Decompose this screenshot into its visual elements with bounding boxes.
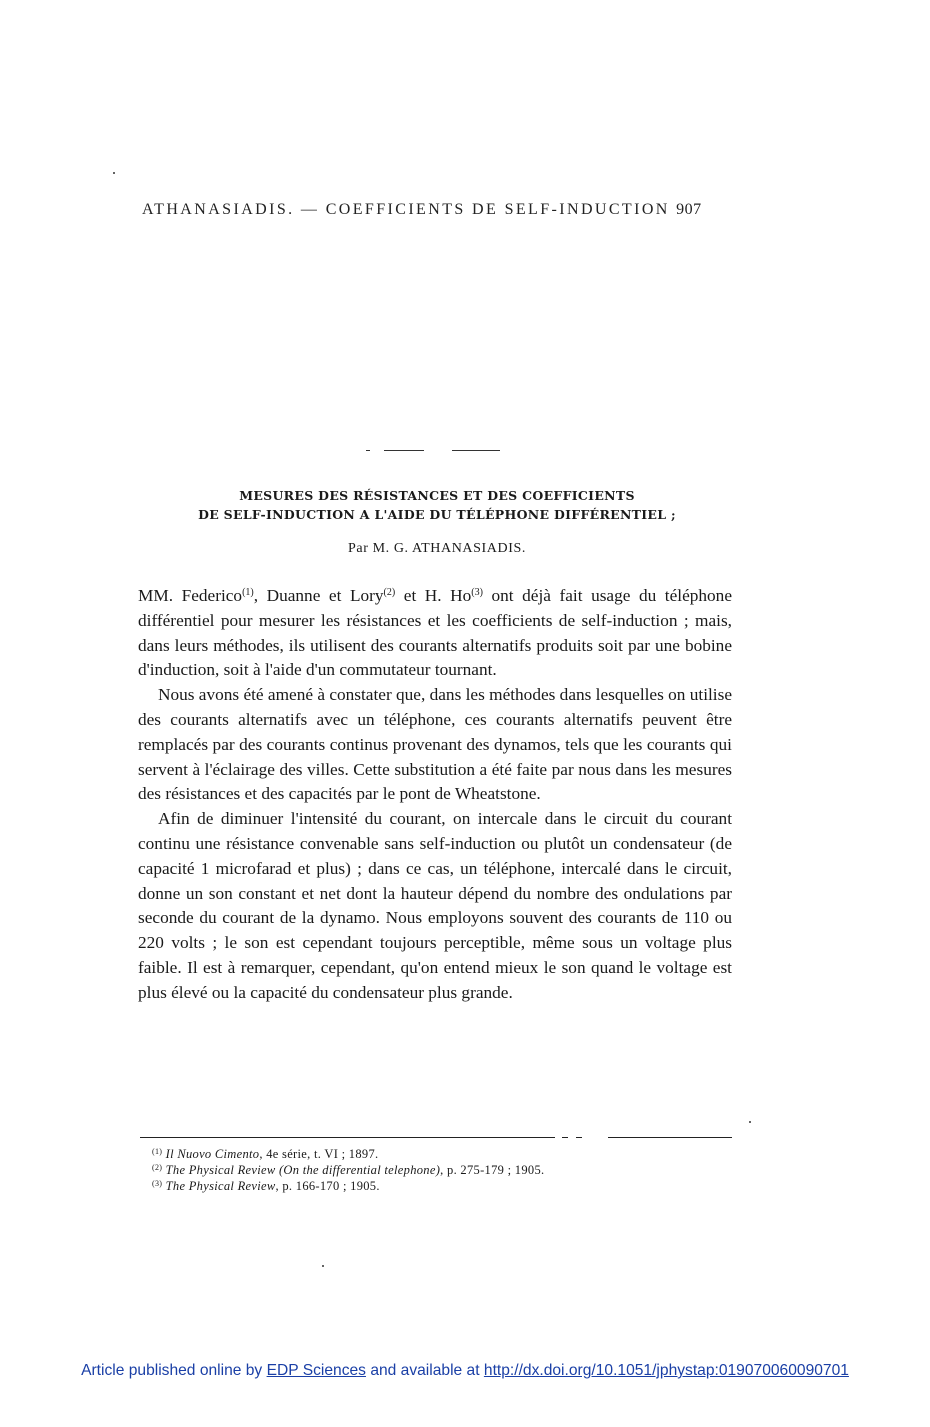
paragraph: Nous avons été amené à constater que, dans les méthodes dans lesquelles on utilise des courants alternatifs avec un téléphone, ces courants alternatifs peuvent être remplacés par des courants continus provenant des dynamos, tels que les courants qui servent à l'éclairage des villes. Cette substitution a été faite par nous dans les mesures des résistances et des capacités par le pont de Wheatstone. (138, 685, 732, 804)
speck (749, 1121, 751, 1123)
article-subtitle: (On the differential telephone) (275, 1163, 441, 1177)
footnote-rule (608, 1137, 732, 1138)
footnote (152, 1146, 732, 1162)
footnote-mark: (3) (152, 1179, 163, 1188)
byline: Par M. G. ATHANASIADIS. (348, 541, 526, 556)
banner-text: and available at (370, 1362, 480, 1379)
title-line: MESURES DES RÉSISTANCES ET DES COEFFICIENTS (239, 488, 635, 503)
publisher-banner (0, 1362, 930, 1380)
paragraph: Afin de diminuer l'intensité du courant, on intercale dans le circuit du courant continu une résistance convenable sans self-induction ou plutôt un condensateur (de capacité 1 microfarad et plus) ; dans ce cas, un téléphone, intercalé dans le circuit, donne un son constant et net dont la hauteur dépend du nombre des ondulations par seconde du courant de la dynamo. Nous employons souvent des courants de 110 ou 220 volts ; le son est cependant toujours perceptible, même sous un voltage plus faible. Il est à remarquer, cependant, qu'on entend mieux le son quand le voltage est plus élevé ou la capacité du condensateur plus grande. (138, 809, 732, 1002)
journal-title: Il Nuovo Cimento (165, 1147, 260, 1161)
text-run: MM. Federico (138, 586, 243, 605)
separator-rule (366, 450, 370, 451)
article-title (140, 486, 734, 524)
footnote-rule (140, 1137, 555, 1138)
running-head (142, 201, 736, 219)
doi-link[interactable]: http://dx.doi.org/10.1051/jphystap:019070060090701 (483, 1362, 849, 1379)
speck (113, 172, 115, 174)
footnote (152, 1162, 732, 1178)
footnote-ref: (2) (383, 587, 396, 598)
footnote-ref: (3) (471, 587, 483, 598)
title-line: DE SELF-INDUCTION A L'AIDE DU TÉLÉPHONE DIFFÉRENTIEL ; (198, 507, 676, 522)
footnote-mark: (1) (152, 1147, 163, 1156)
article-body (138, 584, 732, 1006)
journal-title: The Physical Review (165, 1163, 276, 1177)
footnote-rule (562, 1137, 568, 1138)
separator-rule (384, 450, 424, 451)
footnote-ref: (1) (242, 587, 254, 598)
banner-text: Article published online by (81, 1362, 263, 1379)
footnote-mark: (2) (152, 1163, 163, 1172)
speck (322, 1265, 324, 1267)
journal-title: The Physical Review (165, 1179, 276, 1193)
page-number: 907 (676, 201, 702, 218)
text-run: et H. Ho (395, 586, 472, 605)
citation-details: , p. 166-170 ; 1905. (275, 1179, 380, 1193)
paragraph (138, 584, 732, 683)
running-head-text: ATHANASIADIS. — COEFFICIENTS DE SELF-INDUCTION (142, 201, 670, 218)
footnotes (152, 1146, 732, 1194)
citation-details: , p. 275-179 ; 1905. (440, 1163, 545, 1177)
publisher-link[interactable]: EDP Sciences (266, 1362, 366, 1379)
text-run: ont déjà fait usage du téléphone différentiel pour mesurer les résistances et les coefficients de self-induction ; mais, dans leurs méthodes, ils utilisent des courants alternatifs produits soit par une bobine d'induction, soit à l'aide d'un commutateur tournant. (138, 586, 732, 680)
footnote-rule (576, 1137, 582, 1138)
citation-details: , 4e série, t. VI ; 1897. (259, 1147, 379, 1161)
text-run: , Duanne et Lory (253, 586, 384, 605)
footnote (152, 1178, 732, 1194)
separator-rule (452, 450, 500, 451)
